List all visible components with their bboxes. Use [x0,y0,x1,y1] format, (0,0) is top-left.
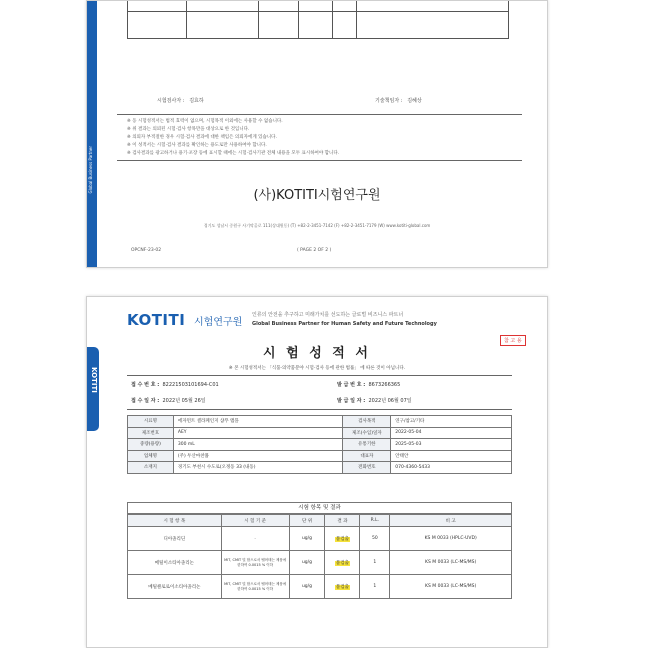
result-badge: 불검출 [335,536,349,542]
page-number: ( PAGE 2 OF 2 ) [297,248,332,253]
sample-info-table [127,415,512,474]
kotiti-logo: KOTITI [127,311,186,329]
document-title: 시 험 성 적 서 [263,346,371,361]
side-tab-text: KOTITI [90,367,98,393]
table-row: 중량(용량) 300 mL 유통기한 2025-05-03 [128,439,512,451]
organization-name: (사)KOTITI시험연구원 [253,188,381,203]
test-results-table [127,514,512,599]
table-row: 디아졸리딘 - ug/g 불검출 50 KS M 0033 (HPLC-UVD) [128,527,512,551]
table-header-row: 시 험 항 목 시 험 기 준 단 위 결 과 R.L. 비 고 [128,515,512,527]
table-row: 메틸이소티아졸리논 MIT, CMIT 및 합으로서 벨어태는 제품에 한하여 0.0015 % 이하 ug/g 불검출 1 KS M 0033 (LC-MS/MS) [128,551,512,575]
tagline-korean: 인류의 안전을 추구하고 미래가치를 선도하는 글로벌 비즈니스 파트너 [252,312,404,318]
issue-date: 발 급 일 자 : 2022년 06월 07일 [337,398,412,404]
issue-number: 발 급 번 호 : 8673266365 [337,382,401,388]
side-brand-text: Global Business Partner [88,146,93,194]
test-report-page [86,296,548,648]
note-line: ※ 위 결과는 의뢰된 시험·검사 항목만을 대상으로 한 것입니다. [127,127,250,132]
receipt-number: 접 수 번 호 : 82221503101694-C01 [131,382,219,388]
table-row: 메틸클로로이소티아졸리논 MIT, CMIT 및 합으로서 벨어태는 제품에 한하여 0.0015 % 이하 ug/g 불검출 1 KS M 0033 (LC-MS/MS) [128,575,512,599]
note-line: ※ 검사결과를 광고하거나 용기·포장 등에 표시할 때에는 시험·검사기관 전체 내용을 모두 표시하여야 합니다. [127,151,340,156]
tagline-english: Global Business Partner for Human Safety and Future Technology [252,321,437,327]
results-section-title: 시험 항목 및 결과 [127,502,512,514]
report-page-2-of-2 [86,0,548,268]
organization-address: 경기도 성남시 중원구 사기막골로 111(상대원동) (T) +82-2-3451-7142 (F) +82-2-3451-7179 (W) www.kotiti-global.com [203,223,431,228]
empty-results-grid [127,1,509,39]
table-row: 시료명 에자먼트 셀라페인지 샴푸 앰플 검사목적 연구/참고/기타 [128,416,512,428]
legal-notice: ※ 본 시험성적서는 「식품·의약품분야 시험·검사 등에 관한 법률」 에 따른 것이 아닙니다. [228,366,406,371]
table-row: 업체명 (주) 두산마찬퓸 대표자 안태안 [128,450,512,462]
logo-subtitle: 시험연구원 [194,317,243,328]
result-badge: 불검출 [335,560,349,566]
note-line: ※ 의뢰자 부적절한 경우 시험·검사 결과에 대한 책임은 의뢰자에게 있습니다. [127,135,277,140]
table-row: 소재지 경기도 부천시 수도로(오정동 33 (내동) 전화번호 070-4360-5433 [128,462,512,474]
reference-stamp: 참 고 용 [500,335,526,346]
table-row: 제조번호 AEY 제조(수입)일자 2022-05-04 [128,427,512,439]
result-badge: 불검출 [335,584,349,590]
form-code: OPCNF-23-02 [131,248,162,253]
approver-signature: 기술책임자 : 김혜상 [375,98,422,104]
tester-signature: 시험검사자 : 김효하 [157,98,204,104]
notes-block [117,114,522,161]
note-line: ※ 동 시험성적서는 법적 효력이 없으며, 시험목적 이외에는 사용할 수 없습니다. [127,119,283,124]
receipt-date: 접 수 일 자 : 2022년 05월 26일 [131,398,206,404]
note-line: ※ 이 성적서는 시험·검사 결과를 확인하는 용도로만 사용하여야 합니다. [127,143,267,148]
